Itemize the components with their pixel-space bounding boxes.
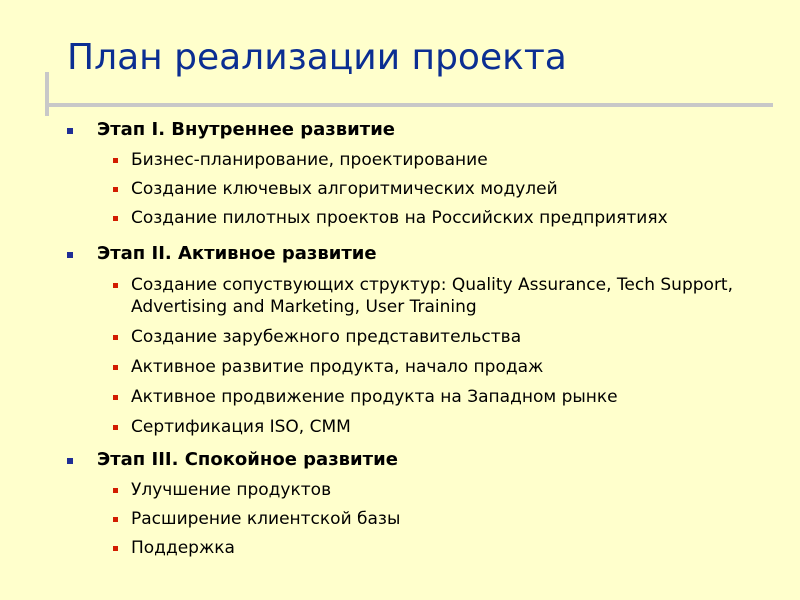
square-bullet-icon bbox=[113, 365, 118, 370]
list-item-text: Активное развитие продукта, начало продаж bbox=[131, 357, 544, 377]
list-item-text: Расширение клиентской базы bbox=[131, 509, 401, 529]
list-item-text: Создание ключевых алгоритмических модулей bbox=[131, 179, 558, 199]
slide-title: План реализации проекта bbox=[67, 37, 567, 78]
square-bullet-icon bbox=[113, 488, 118, 493]
list-item bbox=[67, 416, 781, 438]
list-item-text: Создание зарубежного представительства bbox=[131, 327, 522, 347]
list-item bbox=[67, 537, 781, 559]
list-item bbox=[67, 207, 781, 229]
square-bullet-icon bbox=[113, 395, 118, 400]
stage-3-heading: Этап III. Спокойное развитие bbox=[97, 449, 398, 470]
stage-1 bbox=[67, 119, 781, 229]
square-bullet-icon bbox=[67, 128, 73, 134]
list-item bbox=[67, 178, 781, 200]
title-vertical-rule bbox=[45, 72, 49, 116]
list-item-text: Создание пилотных проектов на Российских предприятиях bbox=[131, 208, 668, 228]
list-item bbox=[67, 326, 781, 348]
stage-3-list bbox=[67, 479, 781, 559]
square-bullet-icon bbox=[113, 425, 118, 430]
stage-2 bbox=[67, 243, 781, 438]
list-item bbox=[67, 149, 781, 171]
square-bullet-icon bbox=[113, 283, 118, 288]
square-bullet-icon bbox=[113, 335, 118, 340]
square-bullet-icon bbox=[113, 187, 118, 192]
square-bullet-icon bbox=[113, 517, 118, 522]
stage-2-list bbox=[67, 274, 781, 438]
list-item-text: Поддержка bbox=[131, 538, 235, 558]
list-item bbox=[67, 386, 781, 408]
stage-2-heading: Этап II. Активное развитие bbox=[97, 243, 377, 264]
list-item-text: Сертификация ISO, CMM bbox=[131, 417, 351, 437]
list-item bbox=[67, 356, 781, 378]
stage-2-heading-row bbox=[67, 243, 781, 265]
stage-1-list bbox=[67, 149, 781, 229]
list-item bbox=[67, 508, 781, 530]
stage-1-heading-row bbox=[67, 119, 781, 141]
square-bullet-icon bbox=[67, 252, 73, 258]
square-bullet-icon bbox=[113, 216, 118, 221]
list-item-text: Активное продвижение продукта на Западном рынке bbox=[131, 387, 618, 407]
list-item-text: Создание сопуствующих структур: Quality Assurance, Tech Support, Advertising and Marketing, User Training bbox=[131, 275, 733, 317]
list-item bbox=[67, 479, 781, 501]
square-bullet-icon bbox=[67, 458, 73, 464]
title-horizontal-rule bbox=[45, 103, 773, 107]
stage-3-heading-row bbox=[67, 449, 781, 471]
list-item-text: Улучшение продуктов bbox=[131, 480, 332, 500]
square-bullet-icon bbox=[113, 158, 118, 163]
list-item-text: Бизнес-планирование, проектирование bbox=[131, 150, 488, 170]
square-bullet-icon bbox=[113, 546, 118, 551]
stage-3 bbox=[67, 449, 781, 559]
list-item bbox=[67, 274, 781, 318]
stage-1-heading: Этап I. Внутреннее развитие bbox=[97, 119, 396, 140]
